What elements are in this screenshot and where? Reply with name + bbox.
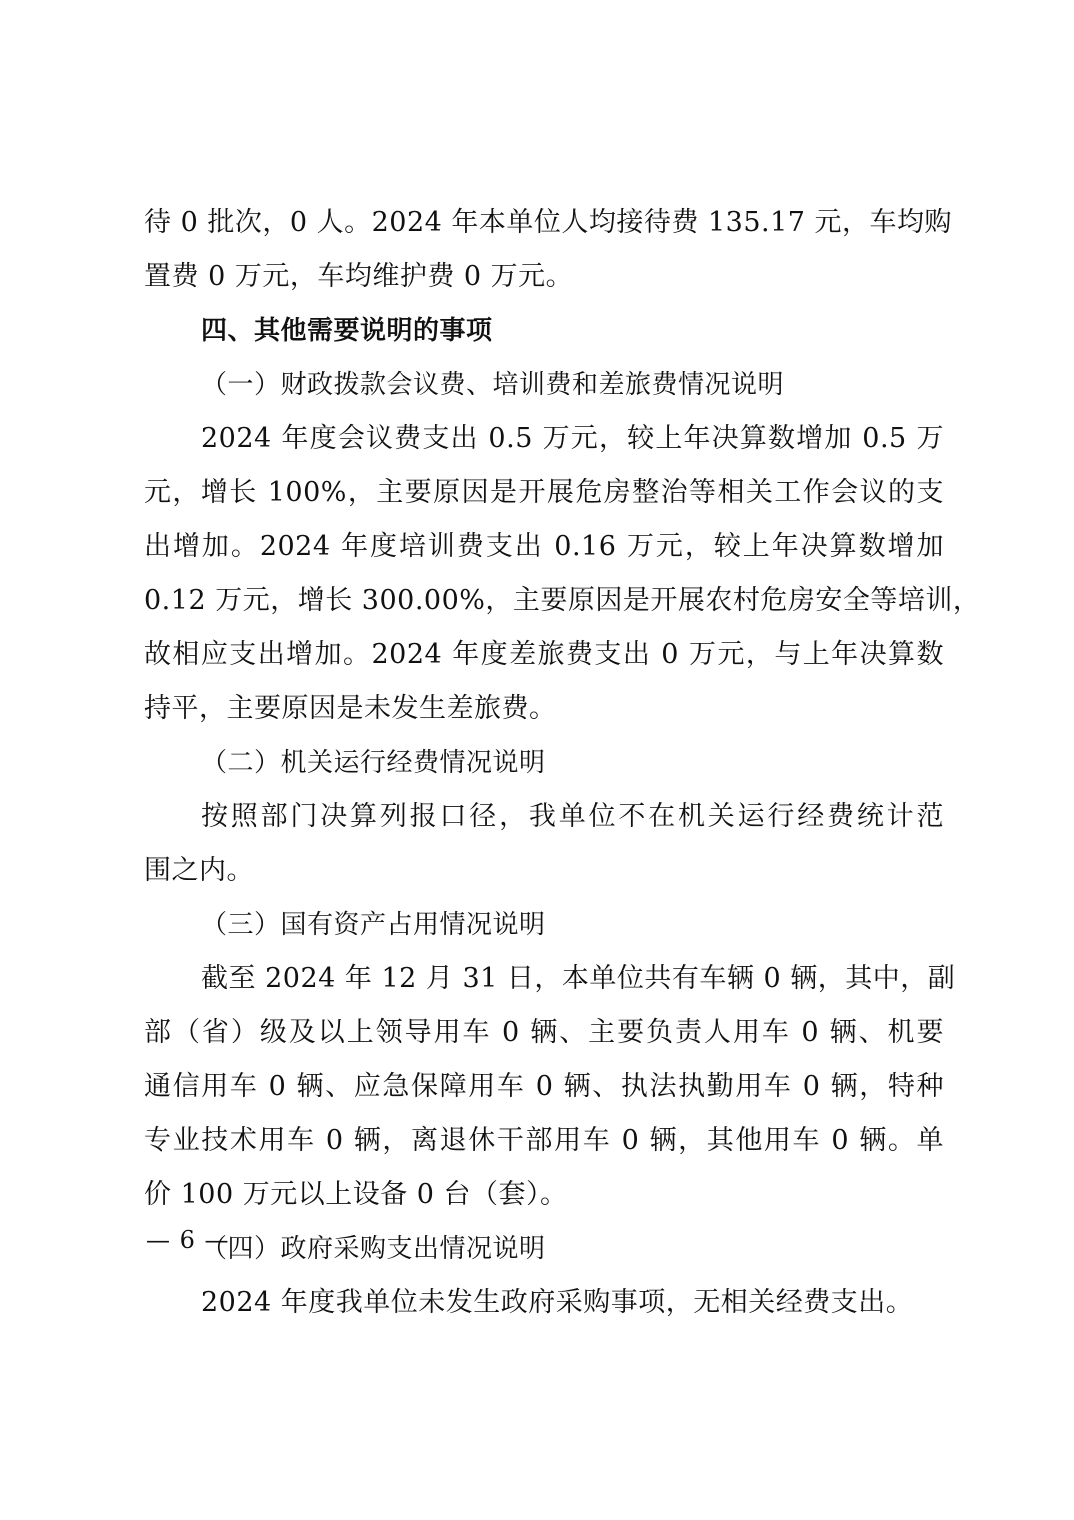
page-number: — 6 — <box>146 1226 230 1254</box>
text-line: 待 0 批次，0 人。2024 年本单位人均接待费 135.17 元，车均购 <box>144 207 953 238</box>
text-line: 专业技术用车 0 辆，离退休干部用车 0 辆，其他用车 0 辆。单 <box>144 1125 944 1156</box>
text-line: 出增加。2024 年度培训费支出 0.16 万元，较上年决算数增加 <box>144 531 944 562</box>
subsection-heading: （四）政府采购支出情况说明 <box>201 1234 546 1264</box>
text-line: 持平，主要原因是未发生差旅费。 <box>144 693 557 724</box>
text-line: 2024 年度我单位未发生政府采购事项，无相关经费支出。 <box>201 1287 914 1318</box>
text-line: 置费 0 万元，车均维护费 0 万元。 <box>144 261 574 292</box>
subsection-heading: （二）机关运行经费情况说明 <box>201 748 546 778</box>
document-body <box>144 196 981 1330</box>
text-line: 按照部门决算列报口径，我单位不在机关运行经费统计范 <box>201 801 944 832</box>
subsection-heading: （三）国有资产占用情况说明 <box>201 910 546 940</box>
section-heading: 四、其他需要说明的事项 <box>201 316 493 346</box>
text-line: 价 100 万元以上设备 0 台（套）。 <box>144 1179 568 1210</box>
subsection-heading: （一）财政拨款会议费、培训费和差旅费情况说明 <box>201 370 785 400</box>
text-line: 通信用车 0 辆、应急保障用车 0 辆、执法执勤用车 0 辆，特种 <box>144 1071 944 1102</box>
text-line: 故相应支出增加。2024 年度差旅费支出 0 万元，与上年决算数 <box>144 639 944 670</box>
text-line: 2024 年度会议费支出 0.5 万元，较上年决算数增加 0.5 万 <box>201 423 944 454</box>
text-line: 部（省）级及以上领导用车 0 辆、主要负责人用车 0 辆、机要 <box>144 1017 944 1048</box>
text-line: 围之内。 <box>144 855 254 886</box>
text-line: 元，增长 100%，主要原因是开展危房整治等相关工作会议的支 <box>144 477 944 508</box>
text-line: 截至 2024 年 12 月 31 日，本单位共有车辆 0 辆，其中，副 <box>201 963 956 994</box>
text-line: 0.12 万元，增长 300.00%，主要原因是开展农村危房安全等培训， <box>144 585 981 616</box>
